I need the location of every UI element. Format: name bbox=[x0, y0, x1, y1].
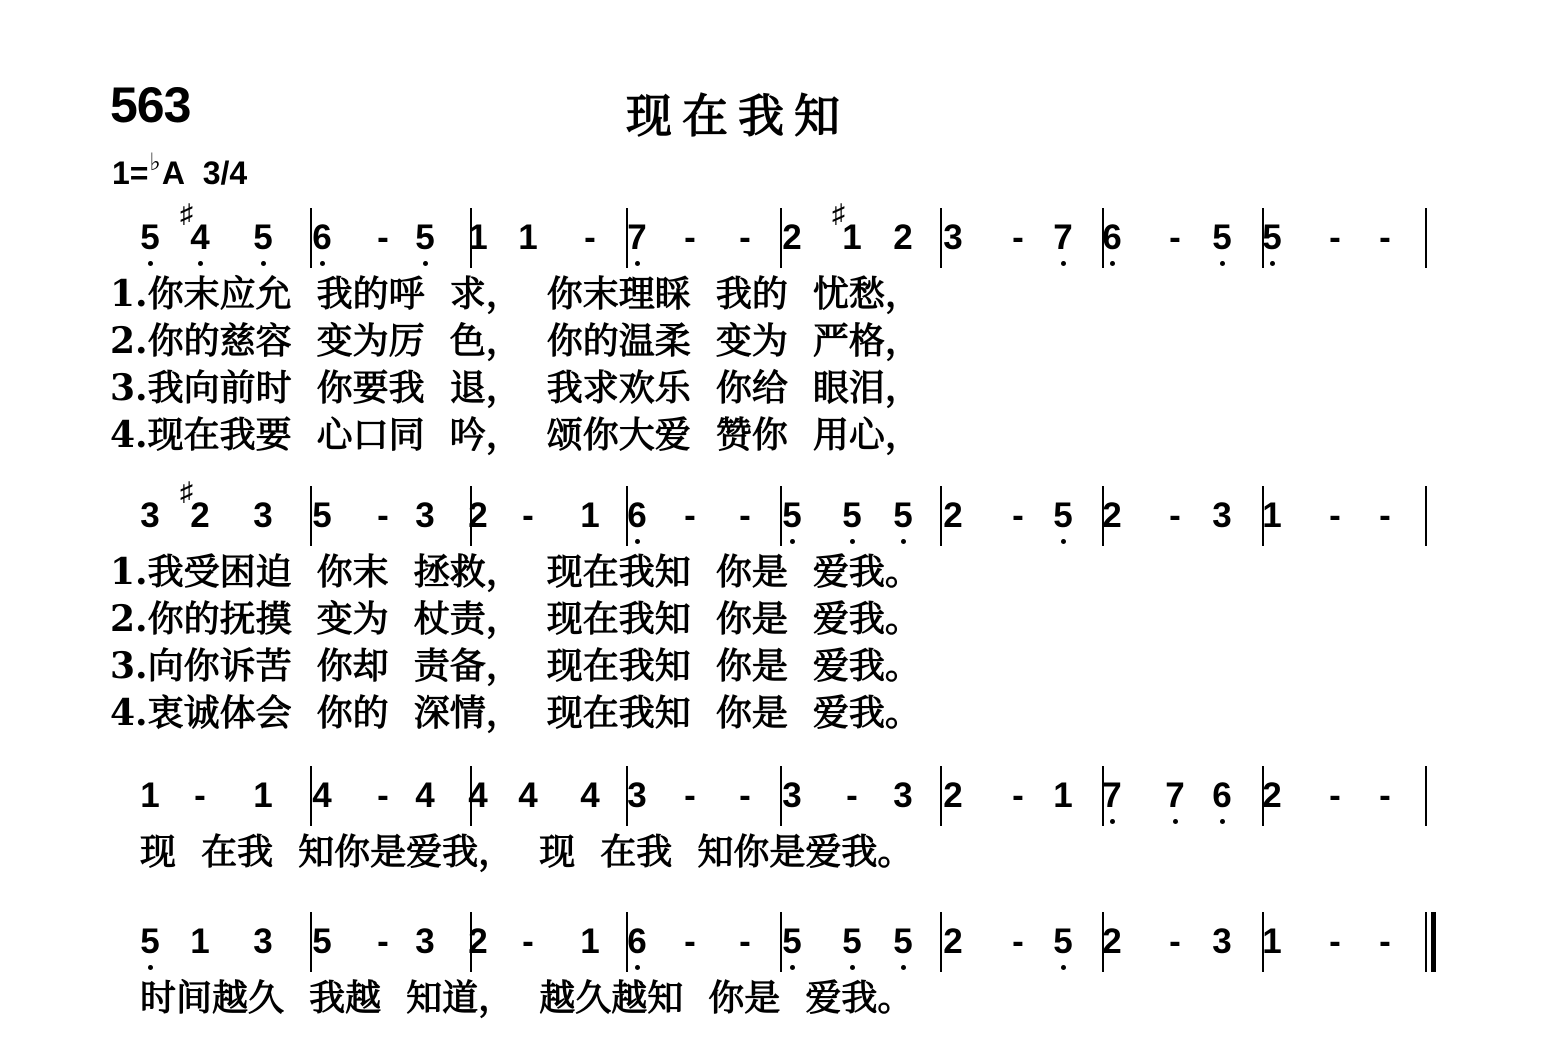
note: 6 bbox=[1097, 218, 1127, 258]
dash: - bbox=[739, 776, 751, 815]
dash: - bbox=[739, 496, 751, 535]
note: 1 bbox=[1262, 496, 1282, 535]
note: 2 bbox=[468, 922, 488, 961]
note: 2 bbox=[782, 218, 802, 257]
barline bbox=[1425, 208, 1427, 268]
note: 2 bbox=[1262, 776, 1282, 815]
barline bbox=[1425, 486, 1427, 546]
note: 3 bbox=[415, 922, 435, 961]
note: 1 bbox=[140, 776, 160, 815]
lyric-line: 现 在我 知你是爱我， 现 在我 知你是爱我。 bbox=[140, 831, 914, 873]
note: 1 bbox=[1262, 922, 1282, 961]
lyric-line: 4.现在我要 心口同 吟， 颂你大爱 赞你 用心， bbox=[110, 414, 921, 456]
sharp-symbol: ♯ bbox=[180, 476, 193, 506]
dash: - bbox=[194, 776, 206, 815]
note: 6 bbox=[307, 218, 337, 258]
note: 5 bbox=[1048, 922, 1078, 962]
note: 2 bbox=[468, 496, 488, 535]
note: 5 bbox=[248, 218, 278, 258]
note: 2 bbox=[1102, 496, 1122, 535]
flat-symbol: ♭ bbox=[149, 149, 161, 176]
note: 3 bbox=[1212, 496, 1232, 535]
dash: - bbox=[1379, 922, 1391, 961]
note: 3 bbox=[1212, 922, 1232, 961]
note: 6 bbox=[1207, 776, 1237, 816]
note: 7 bbox=[1048, 218, 1078, 258]
lyric-line: 4.衷诚体会 你的 深情， 现在我知 你是 爱我。 bbox=[110, 692, 921, 734]
dash: - bbox=[684, 496, 696, 535]
dash: - bbox=[684, 218, 696, 257]
note: 5 bbox=[837, 922, 867, 962]
note: 4 bbox=[580, 776, 600, 815]
key-prefix: 1= bbox=[112, 155, 149, 191]
hymn-number: 563 bbox=[110, 77, 191, 133]
note: 2 bbox=[893, 218, 913, 257]
note: 3 bbox=[782, 776, 802, 815]
note: 6 bbox=[622, 496, 652, 536]
note: 3 bbox=[627, 776, 647, 815]
dash: - bbox=[1379, 218, 1391, 257]
note: 4 bbox=[518, 776, 538, 815]
note: 1 bbox=[253, 776, 273, 815]
dash: - bbox=[1169, 218, 1181, 257]
note: 5 bbox=[777, 922, 807, 962]
lyric-line: 1.我受困迫 你末 拯救， 现在我知 你是 爱我。 bbox=[110, 551, 921, 593]
dash: - bbox=[1329, 922, 1341, 961]
sharp-symbol: ♯ bbox=[180, 198, 193, 228]
dash: - bbox=[377, 776, 389, 815]
note: 5 bbox=[1257, 218, 1287, 258]
note: 1 bbox=[842, 218, 862, 257]
note: 1 bbox=[580, 922, 600, 961]
note: 5 bbox=[135, 218, 165, 258]
dash: - bbox=[1169, 496, 1181, 535]
final-barline-thick bbox=[1431, 912, 1436, 972]
note: 2 bbox=[190, 496, 210, 535]
dash: - bbox=[522, 496, 534, 535]
note: 3 bbox=[140, 496, 160, 535]
note: 2 bbox=[943, 496, 963, 535]
dash: - bbox=[684, 776, 696, 815]
dash: - bbox=[1012, 496, 1024, 535]
dash: - bbox=[522, 922, 534, 961]
note: 5 bbox=[312, 496, 332, 535]
note: 3 bbox=[253, 922, 273, 961]
note: 1 bbox=[468, 218, 488, 257]
lyric-line: 1.你末应允 我的呼 求， 你末理睬 我的 忧愁， bbox=[110, 273, 921, 315]
key-note: A bbox=[161, 155, 185, 191]
note: 2 bbox=[943, 922, 963, 961]
note: 7 bbox=[622, 218, 652, 258]
note: 5 bbox=[1048, 496, 1078, 536]
note: 1 bbox=[518, 218, 538, 257]
dash: - bbox=[1012, 218, 1024, 257]
note: 2 bbox=[1102, 922, 1122, 961]
note: 4 bbox=[415, 776, 435, 815]
lyric-line: 2.你的抚摸 变为 杖责， 现在我知 你是 爱我。 bbox=[110, 598, 921, 640]
note: 4 bbox=[185, 218, 215, 258]
key-signature bbox=[112, 148, 247, 192]
dash: - bbox=[377, 922, 389, 961]
dash: - bbox=[739, 218, 751, 257]
time-signature: 3/4 bbox=[202, 155, 248, 191]
dash: - bbox=[1379, 496, 1391, 535]
lyric-line: 2.你的慈容 变为厉 色， 你的温柔 变为 严格， bbox=[110, 320, 921, 362]
dash: - bbox=[1329, 496, 1341, 535]
dash: - bbox=[1329, 776, 1341, 815]
dash: - bbox=[377, 218, 389, 257]
note: 3 bbox=[253, 496, 273, 535]
note: 3 bbox=[415, 496, 435, 535]
note: 2 bbox=[943, 776, 963, 815]
dash: - bbox=[739, 922, 751, 961]
note: 4 bbox=[468, 776, 488, 815]
final-barline bbox=[1425, 912, 1427, 972]
dash: - bbox=[846, 776, 858, 815]
note: 1 bbox=[580, 496, 600, 535]
dash: - bbox=[1169, 922, 1181, 961]
note: 6 bbox=[622, 922, 652, 962]
note: 1 bbox=[190, 922, 210, 961]
lyric-line: 3.向你诉苦 你却 责备， 现在我知 你是 爱我。 bbox=[110, 645, 921, 687]
dash: - bbox=[1012, 922, 1024, 961]
dash: - bbox=[684, 922, 696, 961]
dash: - bbox=[1012, 776, 1024, 815]
note: 7 bbox=[1097, 776, 1127, 816]
lyric-line: 时间越久 我越 知道， 越久越知 你是 爱我。 bbox=[140, 977, 914, 1019]
lyric-line: 3.我向前时 你要我 退， 我求欢乐 你给 眼泪， bbox=[110, 367, 921, 409]
note: 5 bbox=[1207, 218, 1237, 258]
hymn-title: 现在我知 bbox=[626, 89, 850, 143]
dash: - bbox=[1379, 776, 1391, 815]
note: 5 bbox=[777, 496, 807, 536]
note: 5 bbox=[888, 922, 918, 962]
note: 5 bbox=[410, 218, 440, 258]
note: 3 bbox=[893, 776, 913, 815]
dash: - bbox=[584, 218, 596, 257]
sharp-symbol: ♯ bbox=[832, 198, 845, 228]
note: 7 bbox=[1160, 776, 1190, 816]
note: 5 bbox=[888, 496, 918, 536]
note: 5 bbox=[312, 922, 332, 961]
note: 3 bbox=[943, 218, 963, 257]
note: 4 bbox=[312, 776, 332, 815]
dash: - bbox=[1329, 218, 1341, 257]
barline bbox=[1425, 766, 1427, 826]
note: 5 bbox=[135, 922, 165, 962]
dash: - bbox=[377, 496, 389, 535]
note: 5 bbox=[837, 496, 867, 536]
note: 1 bbox=[1053, 776, 1073, 815]
